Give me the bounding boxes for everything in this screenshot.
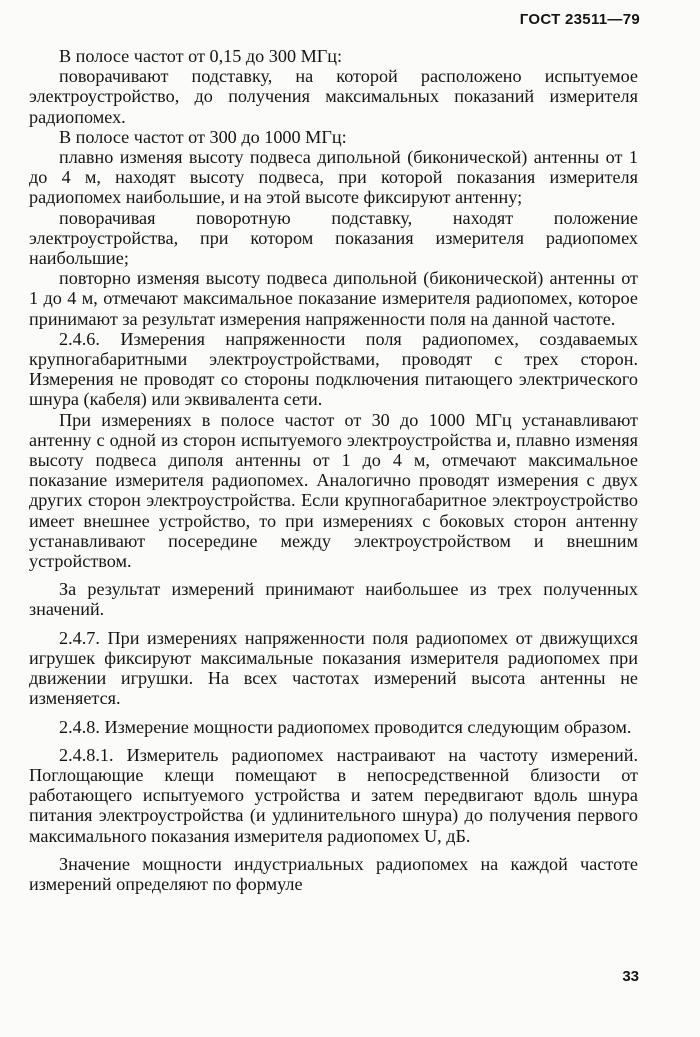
page-number: 33 (622, 968, 639, 985)
paragraph: повторно изменяя высоту подвеса дипольной (биконической) антенны от 1 до 4 м, отмечают максимальное показание измерителя радиопомех, которое принимают за результат измерения напряженности поля на данной частоте. (29, 268, 638, 329)
paragraph: 2.4.8. Измерение мощности радиопомех проводится следующим образом. (59, 716, 632, 737)
page-body (29, 46, 638, 894)
paragraph: В полосе частот от 0,15 до 300 МГц: (59, 46, 343, 66)
paragraph: 2.4.7. При измерениях напряженности поля радиопомех от движущихся игрушек фиксируют максимальные показания измерителя радиопомех при движении игрушки. На всех частотах измерений высота антенны не изменяется. (29, 627, 638, 709)
paragraph: За результат измерений принимают наибольшее из трех полученных значений. (29, 579, 638, 620)
paragraph: При измерениях в полосе частот от 30 до 1000 МГц устанавливают антенну с одной из сторон испытуемого электроустройства и, плавно изменяя высоту подвеса диполя антенны от 1 до 4 м, отмечают максимальное показание измерителя радиопомех. Аналогично проводят измерения с двух других сторон электроустройства. Если крупногабаритное электроустройство имеет внешнее устройство, то при измерениях с боковых сторон антенну устанавливают посередине между электроустройством и внешним устройством. (29, 409, 638, 572)
paragraph: поворачивают подставку, на которой расположено испытуемое электроустройство, до получения максимальных показаний измерителя радиопомех. (29, 66, 638, 127)
paragraph: Значение мощности индустриальных радиопомех на каждой частоте измерений определяют по формуле (29, 853, 638, 894)
paragraph: плавно изменяя высоту подвеса дипольной (биконической) антенны от 1 до 4 м, находят высоту подвеса, при которой показания измерителя радиопомех наибольшие, и на этой высоте фиксируют антенну; (29, 147, 638, 208)
paragraph: 2.4.8.1. Измеритель радиопомех настраивают на частоту измерений. Поглощающие клещи помещают в непосредственной близости от работающего испытуемого устройства и затем передвигают вдоль шнура питания электроустройства (и удлинительного шнура) до получения первого максимального показания измерителя радиопомех U, дБ. (29, 744, 638, 846)
paragraph: В полосе частот от 300 до 1000 МГц: (59, 126, 347, 147)
paragraph: поворачивая поворотную подставку, находят положение электроустройства, при котором показания измерителя радиопомех наибольшие; (29, 207, 638, 269)
document-code-header: ГОСТ 23511—79 (519, 11, 640, 28)
paragraph: 2.4.6. Измерения напряженности поля радиопомех, создаваемых крупногабаритными электроустройствами, проводят с трех сторон. Измерения не проводят со стороны подключения питающего электрического шнура (кабеля) или эквивалента сети. (29, 328, 638, 410)
